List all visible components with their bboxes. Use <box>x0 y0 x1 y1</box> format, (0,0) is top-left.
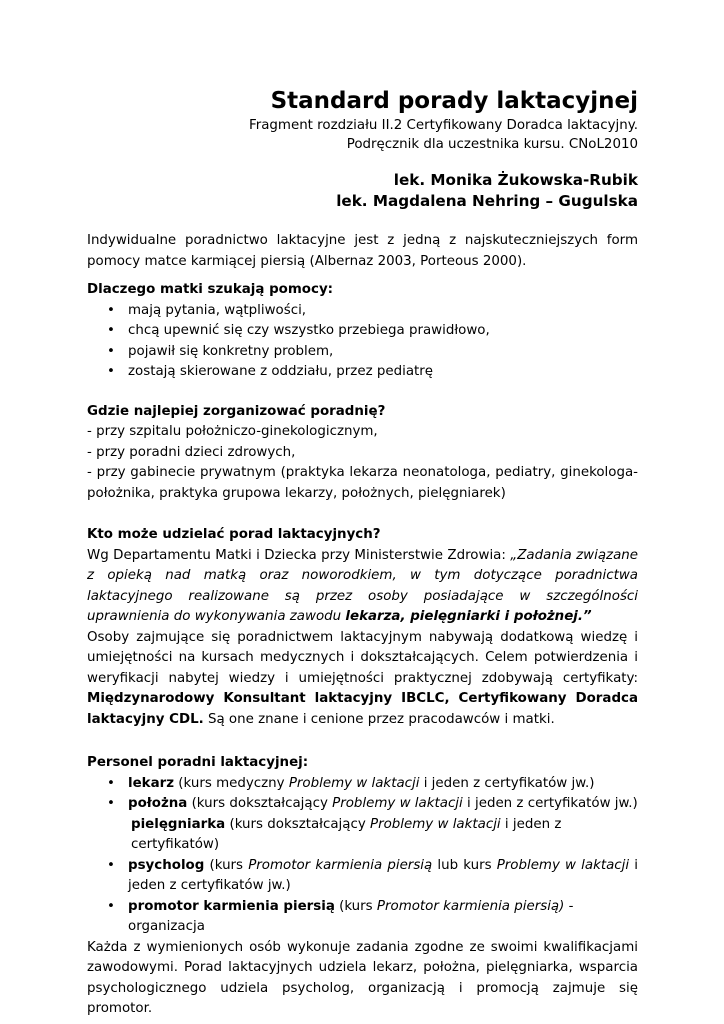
section-staff <box>87 753 638 1020</box>
document-title: Standard porady laktacyjnej <box>270 88 638 114</box>
section-staff-heading: Personel poradni laktacyjnej: <box>87 755 309 770</box>
list-item: - przy szpitalu położniczo-ginekologicznym, <box>87 424 378 439</box>
list-item: • psycholog (kurs Promotor karmienia piersią lub kurs Problemy w laktacji i jeden z certyfikatów jw.) <box>107 857 638 893</box>
list-item: - przy gabinecie prywatnym (praktyka lekarza neonatologa, pediatry, ginekologa-położnika, praktyka grupowa lekarzy, położnych, pielęgniarek) <box>87 465 638 501</box>
staff-list <box>87 774 638 938</box>
list-item: • zostają skierowane z oddziału, przez pediatrę <box>87 362 638 383</box>
author-1: lek. Monika Żukowska-Rubik <box>393 171 638 189</box>
bullet-icon: • <box>107 364 115 379</box>
bullet-icon: • <box>107 323 115 338</box>
list-item: • pojawił się konkretny problem, <box>87 342 638 363</box>
list-item: - przy poradni dzieci zdrowych, <box>87 444 296 460</box>
staff-closing-paragraph: Każda z wymienionych osób wykonuje zadania zgodne ze swoimi kwalifikacjami zawodowymi. Porad laktacyjnych udziela lekarz, położna, pielęgniarka, wsparcia psychologicznego udziela psycholog, organizacją i promocją zajmuje się promotor. <box>87 939 638 1016</box>
list-item: • lekarz (kurs medyczny Problemy w laktacji i jeden z certyfikatów jw.) <box>87 774 638 795</box>
who-paragraph-2: Osoby zajmujące się poradnictwem laktacyjnym nabywają dodatkową wiedzę i umiejętności na kursach medycznych i dokształcających. Celem potwierdzenia i weryfikacji nabytej wiedzy i umiejętności praktycznej zdobywają certyfikaty: Międzynarodowy Konsultant laktacyjny IBCLC, Certyfikowany Doradca laktacyjny CDL. Są one znane i cenione przez pracodawców i matki. <box>87 629 638 727</box>
intro-paragraph: Indywidualne poradnictwo laktacyjne jest z jedną z najskuteczniejszych form pomocy matce karmiącej piersią (Albernaz 2003, Porteous 2000). <box>87 233 638 269</box>
list-item: • promotor karmienia piersią (kurs Promotor karmienia piersią) - organizacja <box>107 898 574 934</box>
bullet-icon: • <box>107 857 115 873</box>
list-item: pielęgniarka (kurs dokształcający Problemy w laktacji i jeden z certyfikatów) <box>131 816 562 852</box>
author-block <box>87 170 638 212</box>
section-why <box>87 280 638 383</box>
section-where-heading: Gdzie najlepiej zorganizować poradnię? <box>87 403 386 419</box>
where-list <box>87 422 638 504</box>
why-list <box>87 301 638 383</box>
section-why-heading: Dlaczego matki szukają pomocy: <box>87 282 334 297</box>
subtitle-line-2: Podręcznik dla uczestnika kursu. CNoL2010 <box>346 137 638 152</box>
who-paragraph-1: Wg Departamentu Matki i Dziecka przy Ministerstwie Zdrowia: „Zadania związane z opieką nad matką oraz noworodkiem, w tym dotyczące poradnictwa laktacyjnego realizowane są przez osoby posiadające w szczególności uprawnienia do wykonywania zawodu lekarza, pielęgniarki i położnej.” <box>87 547 639 624</box>
document-page <box>87 86 638 1020</box>
list-item: • położna (kurs dokształcający Problemy w laktacji i jeden z certyfikatów jw.) <box>87 794 638 815</box>
author-2: lek. Magdalena Nehring – Gugulska <box>336 192 638 210</box>
section-who <box>87 525 638 730</box>
list-item: • chcą upewnić się czy wszystko przebiega prawidłowo, <box>87 321 638 342</box>
section-who-heading: Kto może udzielać porad laktacyjnych? <box>87 527 381 542</box>
section-where <box>87 402 638 505</box>
bullet-icon: • <box>107 302 115 318</box>
bullet-icon: • <box>107 898 115 914</box>
subtitle-line-1: Fragment rozdziału II.2 Certyfikowany Doradca laktacyjny. <box>248 118 638 133</box>
bullet-icon: • <box>107 796 115 811</box>
list-item: • mają pytania, wątpliwości, <box>87 301 638 322</box>
bullet-icon: • <box>107 343 115 359</box>
bullet-icon: • <box>107 775 115 791</box>
